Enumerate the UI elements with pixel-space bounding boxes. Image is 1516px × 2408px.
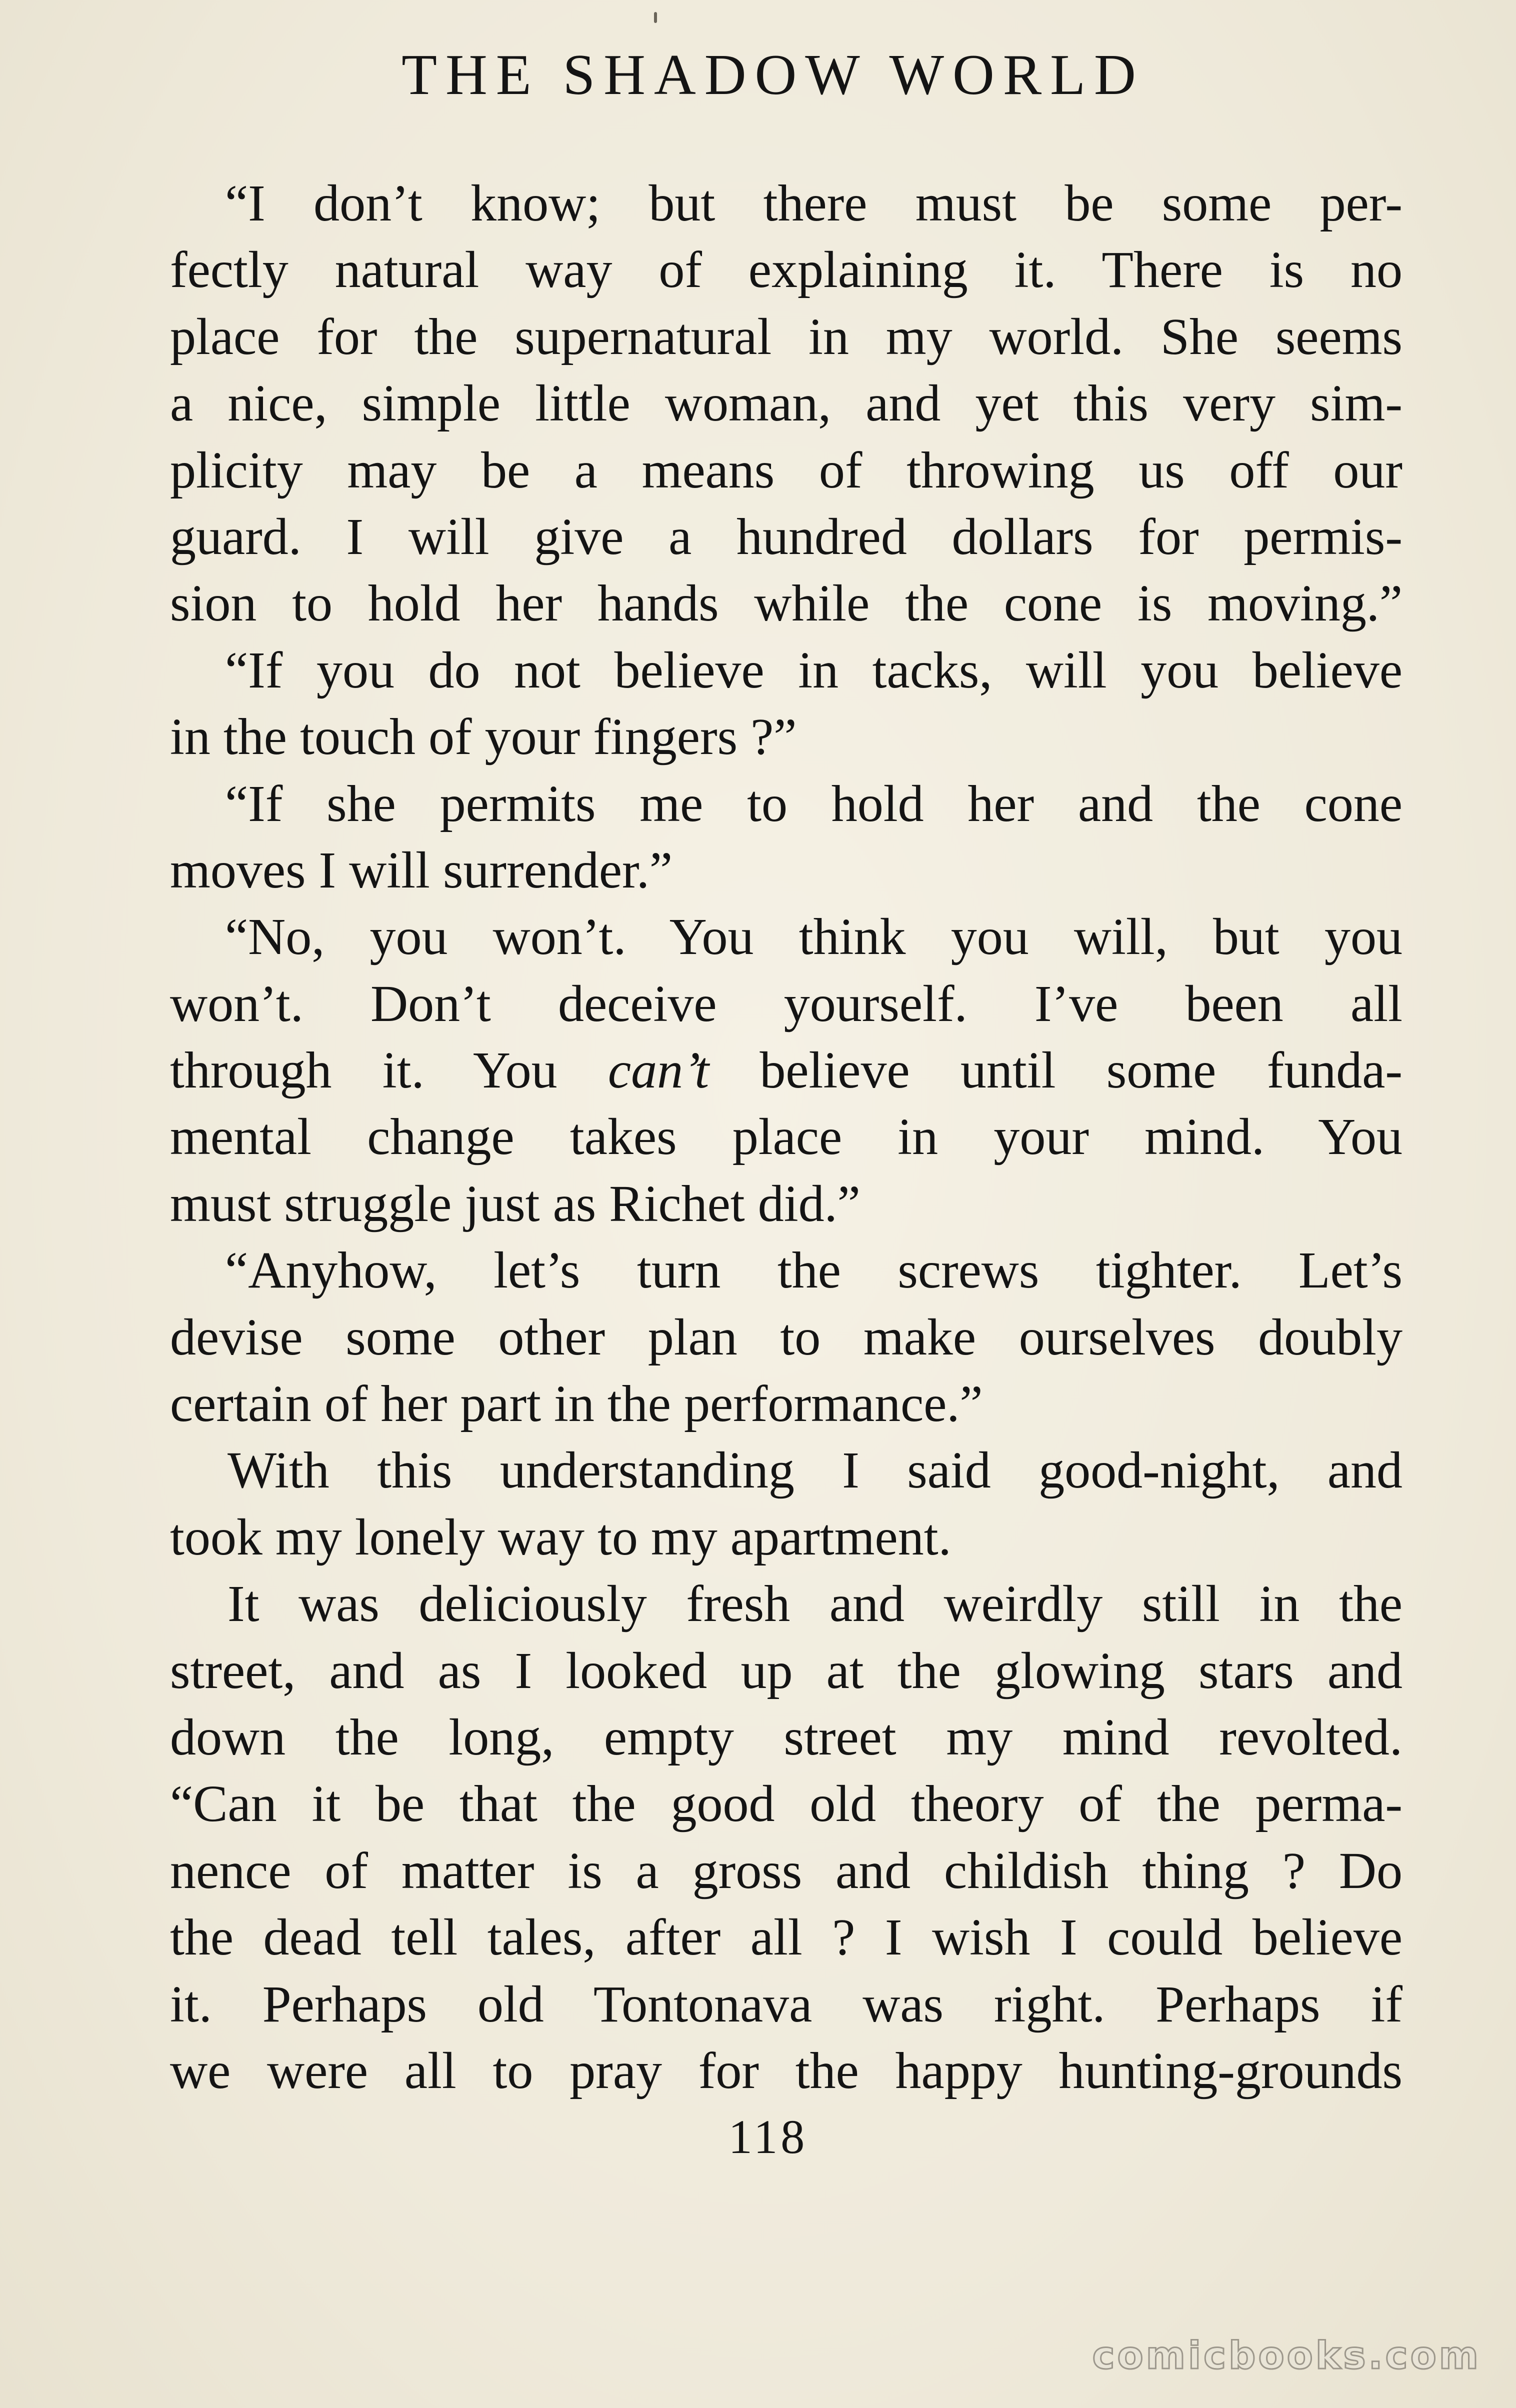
running-head: THE SHADOW WORLD — [402, 43, 1144, 107]
text-line: sion to hold her hands while the cone is moving.” — [170, 574, 1402, 632]
emphasis-word: can’t — [608, 1042, 710, 1100]
text-line: street, and as I looked up at the glowing stars and — [170, 1642, 1402, 1700]
text-line: certain of her part in the performance.” — [170, 1375, 983, 1433]
text-line: devise some other plan to make ourselves doubly — [170, 1308, 1402, 1366]
text-line: fectly natural way of explaining it. There is no — [170, 241, 1402, 299]
text-line: must struggle just as Richet did.” — [170, 1174, 860, 1232]
text-line: mental change takes place in your mind. You — [170, 1108, 1402, 1166]
text-line: “I don’t know; but there must be some per- — [225, 174, 1402, 232]
text-line: With this understanding I said good-night, and — [228, 1442, 1402, 1500]
text-line: place for the supernatural in my world. She seems — [170, 308, 1402, 366]
text-line: took my lonely way to my apartment. — [170, 1508, 952, 1566]
text-line: won’t. Don’t deceive yourself. I’ve been all — [170, 974, 1402, 1032]
watermark: comicbooks.com — [1092, 2333, 1481, 2378]
text-line: down the long, empty street my mind revolted. — [170, 1708, 1402, 1766]
text-line: guard. I will give a hundred dollars for permis- — [170, 508, 1402, 566]
body-text — [170, 170, 1402, 2104]
text-line: “Can it be that the good old theory of the perma- — [170, 1775, 1402, 1833]
text-line: in the touch of your fingers ?” — [170, 708, 797, 766]
text-line: “Anyhow, let’s turn the screws tighter. Let’s — [225, 1242, 1402, 1300]
text-line: “No, you won’t. You think you will, but you — [225, 908, 1402, 966]
text-line: a nice, simple little woman, and yet this very sim- — [170, 374, 1402, 432]
text-line: it. Perhaps old Tontonava was right. Perhaps if — [170, 1975, 1402, 2033]
text-line: the dead tell tales, after all ? I wish I could believe — [170, 1908, 1402, 1966]
text-line: “If you do not believe in tacks, will you believe — [225, 641, 1402, 699]
text-line: It was deliciously fresh and weirdly still in the — [228, 1575, 1402, 1633]
text-line: plicity may be a means of throwing us off our — [170, 441, 1402, 499]
text-line: “If she permits me to hold her and the cone — [225, 774, 1402, 832]
text-line: nence of matter is a gross and childish thing ? Do — [170, 1842, 1402, 1900]
text-line: moves I will surrender.” — [170, 841, 673, 899]
text-line: through it. You can’t believe until some funda- — [170, 1042, 1403, 1100]
text-line: we were all to pray for the happy hunting-grounds — [170, 2042, 1402, 2100]
page-number: 118 — [728, 2110, 808, 2164]
ink-speck — [654, 12, 657, 23]
